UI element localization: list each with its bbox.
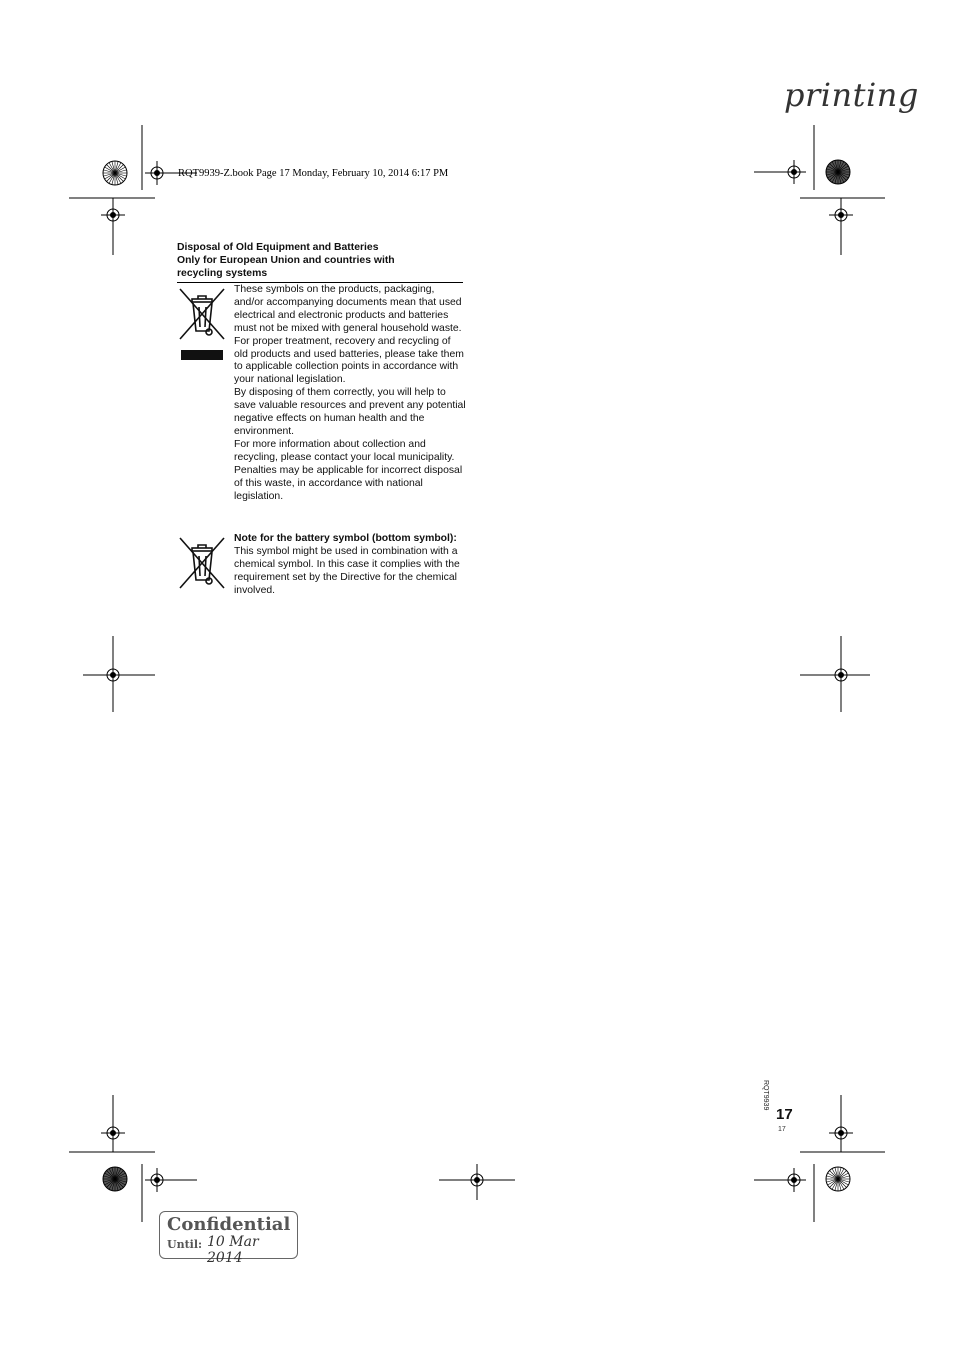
crossed-out-bin-icon [178, 287, 226, 341]
battery-note-text: This symbol might be used in combination with a chemical symbol. In this case it complies with the requirement set by the Directive for the chemical involved. [234, 545, 460, 596]
section-title [177, 241, 463, 280]
paragraph: By disposing of them correctly, you will help to save valuable resources and prevent any potential negative effects on human health and the environment. [234, 387, 466, 437]
title-divider [177, 282, 463, 283]
section-title-line: Only for European Union and countries with [177, 255, 395, 266]
paragraph: For proper treatment, recovery and recycling of old products and used batteries, please take them to applicable collection points in accordance with your national legislation. [234, 335, 464, 386]
paragraph: Penalties may be applicable for incorrect disposal of this waste, in accordance with national legislation. [234, 464, 463, 502]
printing-stamp: printing [784, 76, 919, 114]
crossed-out-battery-bin-icon [178, 536, 226, 590]
page-number: 17 [776, 1106, 793, 1123]
disposal-text [234, 284, 466, 503]
battery-note-title: Note for the battery symbol (bottom symbol): [234, 533, 457, 544]
battery-note [234, 533, 466, 598]
paragraph: These symbols on the products, packaging, and/or accompanying documents mean that used electrical and electronic products and batteries must not be mixed with general household waste. [234, 284, 462, 334]
solid-bar [181, 350, 223, 360]
book-header: RQT9939-Z.book Page 17 Monday, February 10, 2014 6:17 PM [178, 168, 449, 179]
section-title-line: Disposal of Old Equipment and Batteries [177, 242, 379, 253]
page-number-small: 17 [778, 1126, 786, 1133]
paragraph: For more information about collection and recycling, please contact your local municipality. [234, 438, 455, 463]
until-date: 10 Mar 2014 [207, 1234, 259, 1266]
until-label: Until: [167, 1238, 203, 1251]
confidential-word: Confidential [167, 1214, 291, 1235]
model-code: RQT9939 [762, 1080, 769, 1111]
confidential-stamp [159, 1211, 298, 1266]
section-title-line: recycling systems [177, 268, 268, 279]
